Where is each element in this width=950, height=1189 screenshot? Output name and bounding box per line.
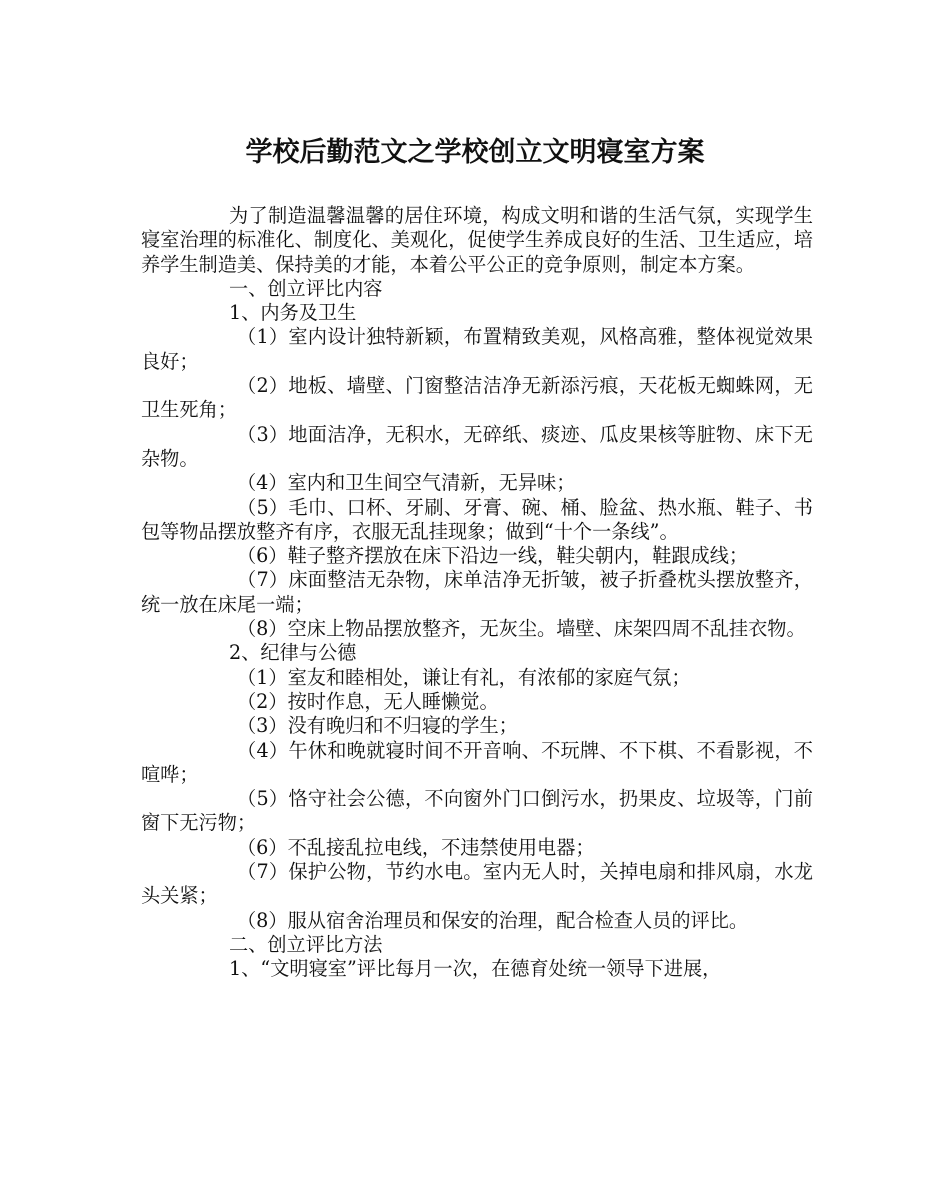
list-item: （6）不乱接乱拉电线，不违禁使用电器； [237, 835, 595, 859]
list-item: （2）地板、墙壁、门窗整洁洁净无新添污痕，天花板无蜘蛛网，无卫生死角； [141, 374, 813, 422]
intro-paragraph: 为了制造温馨温馨的居住环境，构成文明和谐的生活气氛，实现学生寝室治理的标准化、制度化、美观化，促使学生养成良好的生活、卫生适应，培养学生制造美、保持美的才能，本着公平公正的竞争原则，制定本方案。 [141, 204, 813, 276]
list-item: （7）保护公物，节约水电。室内无人时，关掉电扇和排风扇，水龙头关紧； [141, 860, 813, 908]
list-item: （5）毛巾、口杯、牙刷、牙膏、碗、桶、脸盆、热水瓶、鞋子、书包等物品摆放整齐有序，衣服无乱挂现象；做到“十个一条线”。 [141, 495, 813, 543]
list-item: （3）地面洁净，无积水，无碎纸、痰迹、瓜皮果核等脏物、床下无杂物。 [141, 422, 813, 470]
list-item: （8）服从宿舍治理员和保安的治理，配合检查人员的评比。 [237, 908, 749, 932]
document-body [141, 204, 813, 982]
list-item: （1）室内设计独特新颖，布置精致美观，风格高雅，整体视觉效果良好； [141, 325, 813, 373]
list-item: （2）按时作息，无人睡懒觉。 [237, 689, 499, 713]
list-item: （5）恪守社会公德，不向窗外门口倒污水，扔果皮、垃圾等，门前窗下无污物； [141, 787, 813, 835]
list-item: （3）没有晚归和不归寝的学生； [237, 714, 518, 738]
section-heading: 二、创立评比方法 [229, 932, 383, 956]
list-item: （4）室内和卫生间空气清新，无异味； [237, 471, 576, 495]
list-item: （7）床面整洁无杂物，床单洁净无折皱，被子折叠枕头摆放整齐，统一放在床尾一端； [141, 568, 813, 616]
subsection-heading: 2、纪律与公德 [229, 641, 357, 665]
subsection-heading: 1、内务及卫生 [229, 301, 357, 325]
list-item: （6）鞋子整齐摆放在床下沿边一线，鞋尖朝内，鞋跟成线； [237, 544, 749, 568]
section-heading: 一、创立评比内容 [229, 276, 383, 300]
list-item: （8）空床上物品摆放整齐，无灰尘。墙壁、床架四周不乱挂衣物。 [237, 617, 806, 641]
list-item: （4）午休和晚就寝时间不开音响、不玩牌、不下棋、不看影视，不喧哗； [141, 738, 813, 786]
list-item: 1、“文明寝室”评比每月一次，在德育处统一领导下进展， [229, 957, 722, 981]
document-title: 学校后勤范文之学校创立文明寝室方案 [245, 137, 705, 168]
list-item: （1）室友和睦相处，谦让有礼，有浓郁的家庭气氛； [237, 665, 691, 689]
